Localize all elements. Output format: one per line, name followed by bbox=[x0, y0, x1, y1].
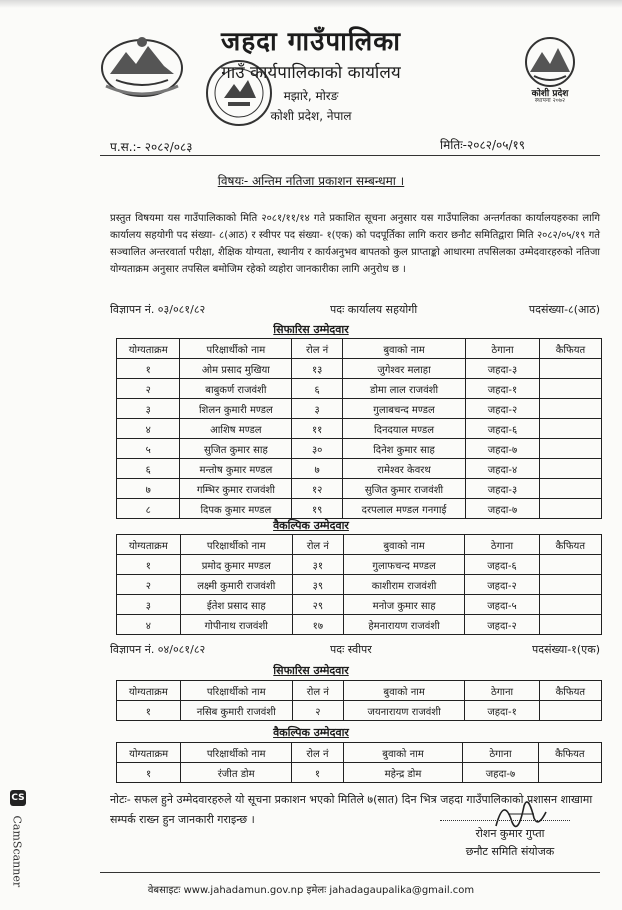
table-cell bbox=[539, 419, 601, 439]
table-cell: मन्तोष कुमार मण्डल bbox=[180, 459, 292, 479]
advert-number: विज्ञापन नं. ०३/०८१/८२ bbox=[110, 303, 206, 316]
advert-post: पदः कार्यालय सहयोगी bbox=[330, 303, 418, 316]
signature-line bbox=[440, 820, 570, 821]
advert-post-count: पदसंख्या-८(आठ) bbox=[528, 303, 600, 316]
table-cell: जहदा-१ bbox=[466, 379, 540, 399]
table-cell: जहदा-१ bbox=[465, 701, 539, 721]
table-cell: नसिब कुमारी राजवंशी bbox=[180, 701, 292, 721]
footer-divider bbox=[100, 872, 600, 873]
table-row bbox=[117, 763, 602, 783]
table-cell bbox=[539, 575, 601, 595]
table-cell: जहदा-३ bbox=[466, 479, 540, 499]
column-header: कैफियत bbox=[538, 743, 601, 763]
office-name: जहदा गाउँपालिका bbox=[221, 27, 401, 57]
section-title-recommended: सिफारिस उम्मेदवार bbox=[273, 664, 349, 677]
column-header: परिक्षार्थीको नाम bbox=[180, 681, 292, 701]
table-cell: २ bbox=[117, 379, 180, 399]
column-header: कैफियत bbox=[539, 535, 601, 555]
table-cell: ४ bbox=[117, 615, 181, 635]
column-header: परिक्षार्थीको नाम bbox=[180, 535, 292, 555]
table-cell: २ bbox=[117, 575, 181, 595]
table-cell: १ bbox=[117, 763, 181, 783]
table-cell: जहदा-७ bbox=[463, 763, 539, 783]
table-cell: गोपीनाथ राजवंशी bbox=[180, 615, 292, 635]
table-cell: गुलाबचन्द मण्डल bbox=[343, 399, 466, 419]
column-header: रोल नं bbox=[292, 339, 343, 359]
subject-line: विषयः- अन्तिम नतिजा प्रकाशन सम्बन्धमा । bbox=[217, 174, 405, 188]
table-cell: हेमनारायण राजवंशी bbox=[343, 615, 464, 635]
table-cell: १७ bbox=[292, 615, 343, 635]
advert-info-row bbox=[110, 642, 600, 658]
table-row bbox=[117, 399, 602, 419]
scan-edge bbox=[0, 0, 622, 8]
table-row bbox=[117, 379, 602, 399]
table-cell: २ bbox=[292, 701, 343, 721]
table-cell: काशीराम राजवंशी bbox=[343, 575, 464, 595]
table-cell: डोमा लाल राजवंशी bbox=[343, 379, 466, 399]
table-cell: रामेश्वर केवरथ bbox=[343, 459, 466, 479]
koshi-province-logo bbox=[520, 36, 580, 88]
table-cell: दिनेश कुमार साह bbox=[343, 439, 466, 459]
table-row bbox=[117, 615, 602, 635]
table-cell: १ bbox=[292, 763, 344, 783]
table-cell: जहदा-२ bbox=[465, 575, 539, 595]
table-row bbox=[117, 701, 602, 721]
table-row bbox=[117, 499, 602, 519]
table-row bbox=[117, 479, 602, 499]
column-header: रोल नं bbox=[292, 681, 343, 701]
table-cell bbox=[539, 359, 601, 379]
table-cell: शिलन कुमारी मण्डल bbox=[180, 399, 292, 419]
advert-post: पदः स्वीपर bbox=[330, 643, 372, 656]
header-divider bbox=[100, 155, 600, 156]
table-cell: जुगेश्वर मलाहा bbox=[343, 359, 466, 379]
table-cell bbox=[539, 439, 601, 459]
table-cell: जहदा-७ bbox=[466, 499, 540, 519]
table-cell bbox=[539, 595, 601, 615]
table-cell: ६ bbox=[292, 379, 343, 399]
table-cell: दिनदयाल मण्डल bbox=[343, 419, 466, 439]
table-cell bbox=[539, 399, 601, 419]
table-cell: १ bbox=[117, 555, 181, 575]
advert-number: विज्ञापन नं. ०४/०८१/८२ bbox=[110, 643, 206, 656]
table-cell: २९ bbox=[292, 595, 343, 615]
table-row bbox=[117, 439, 602, 459]
table-row bbox=[117, 359, 602, 379]
table-cell: आशिष मण्डल bbox=[180, 419, 292, 439]
column-header: बुवाको नाम bbox=[343, 681, 465, 701]
column-header: योग्यताक्रम bbox=[117, 339, 180, 359]
office-address: मझारे, मोरङ bbox=[283, 89, 339, 103]
table-recommended-1 bbox=[116, 338, 602, 519]
table-cell: जहदा-३ bbox=[466, 359, 540, 379]
right-logo-subtitle: स्थापना २०७२ bbox=[534, 97, 566, 104]
table-cell: ३० bbox=[292, 439, 343, 459]
column-header: रोल नं bbox=[292, 743, 344, 763]
column-header: रोल नं bbox=[292, 535, 343, 555]
table-cell: ३ bbox=[117, 595, 181, 615]
table-cell: ३९ bbox=[292, 575, 343, 595]
table-cell: प्रमोद कुमार मण्डल bbox=[180, 555, 292, 575]
column-header: ठेगाना bbox=[465, 681, 539, 701]
table-cell bbox=[539, 701, 601, 721]
table-cell: जहदा-५ bbox=[465, 595, 539, 615]
camscanner-icon: CS bbox=[10, 790, 26, 806]
camscanner-watermark bbox=[6, 790, 30, 890]
table-cell: ८ bbox=[117, 499, 180, 519]
table-cell: १ bbox=[117, 359, 180, 379]
table-cell bbox=[539, 479, 601, 499]
table-cell: दिपक कुमार मण्डल bbox=[180, 499, 292, 519]
table-cell bbox=[538, 763, 601, 783]
table-cell: ४ bbox=[117, 419, 180, 439]
advert-info-row bbox=[110, 302, 600, 318]
table-cell: लक्ष्मी कुमारी राजवंशी bbox=[180, 575, 292, 595]
column-header: ठेगाना bbox=[465, 535, 539, 555]
table-row bbox=[117, 459, 602, 479]
table-cell: गम्भिर कुमार राजवंशी bbox=[180, 479, 292, 499]
table-cell: ३ bbox=[117, 399, 180, 419]
body-paragraph: प्रस्तुत विषयमा यस गाउँपालिकाको मिति २०८१/११/१४ गते प्रकाशित सूचना अनुसार यस गाउँपालिका अन्तर्गतका कार्यालयहरुका लागि कार्यालय सहयोगी पद संख्या- ८(आठ) र स्वीपर पद संख्या- १(एक) को पदपूर्तिका लागि करार छनौट समितिद्वारा मिति २०८२/०५/१९ गते सञ्चालित अन्तरवार्ता परीक्षा, शैक्षिक योग्यता, स्थानीय र कार्यअनुभव बापतको कुल प्राप्ताङ्को आधारमा तपसिलका उम्मेदवारहरुको नतिजा योग्यताक्रम अनुसार तपसिल बमोजिम रहेको व्यहोरा जानकारीका लागि अनुरोध छ । bbox=[110, 213, 600, 275]
column-header: परिक्षार्थीको नाम bbox=[180, 339, 292, 359]
table-header-row bbox=[117, 681, 602, 701]
section-title-recommended: सिफारिस उम्मेदवार bbox=[273, 323, 349, 336]
column-header: बुवाको नाम bbox=[343, 339, 466, 359]
table-cell: महेन्द्र डोम bbox=[343, 763, 462, 783]
table-header-row bbox=[117, 339, 602, 359]
table-cell: ५ bbox=[117, 439, 180, 459]
table-header-row bbox=[117, 743, 602, 763]
table-cell: गुलाफचन्द मण्डल bbox=[343, 555, 464, 575]
table-cell bbox=[539, 459, 601, 479]
table-row bbox=[117, 555, 602, 575]
table-cell: ३१ bbox=[292, 555, 343, 575]
table-alternate-2 bbox=[116, 742, 602, 783]
table-cell: सुजित कुमार साह bbox=[180, 439, 292, 459]
table-cell: रंजीत डोम bbox=[181, 763, 292, 783]
table-cell: जहदा-६ bbox=[465, 555, 539, 575]
table-cell: ७ bbox=[117, 479, 180, 499]
table-recommended-2 bbox=[116, 680, 602, 721]
section-title-alternate: वैकल्पिक उम्मेदवार bbox=[273, 519, 349, 532]
column-header: बुवाको नाम bbox=[343, 743, 462, 763]
table-cell: १२ bbox=[292, 479, 343, 499]
table-cell: ६ bbox=[117, 459, 180, 479]
reference-number: प.स.:- २०८२/०८३ bbox=[110, 140, 193, 154]
table-cell: जहदा-६ bbox=[466, 419, 540, 439]
table-cell bbox=[539, 499, 601, 519]
table-cell: १९ bbox=[292, 499, 343, 519]
column-header: योग्यताक्रम bbox=[117, 681, 181, 701]
table-cell: मनोज कुमार साह bbox=[343, 595, 464, 615]
office-subtitle: गाउँ कार्यपालिकाको कार्यालय bbox=[221, 63, 401, 83]
column-header: ठेगाना bbox=[463, 743, 539, 763]
letter-date: मितिः-२०८२/०५/१९ bbox=[440, 138, 525, 152]
column-header: कैफियत bbox=[539, 339, 601, 359]
table-cell: बाबुकर्ण राजवंशी bbox=[180, 379, 292, 399]
table-cell: ईतेश प्रसाद साह bbox=[180, 595, 292, 615]
table-row bbox=[117, 595, 602, 615]
column-header: परिक्षार्थीको नाम bbox=[181, 743, 292, 763]
table-cell bbox=[539, 615, 601, 635]
table-cell bbox=[539, 379, 601, 399]
column-header: ठेगाना bbox=[466, 339, 540, 359]
table-cell: जहदा-२ bbox=[465, 615, 539, 635]
advert-post-count: पदसंख्या-१(एक) bbox=[532, 643, 600, 656]
section-title-alternate: वैकल्पिक उम्मेदवार bbox=[273, 726, 349, 739]
column-header: बुवाको नाम bbox=[343, 535, 464, 555]
table-cell: ओम प्रसाद मुखिया bbox=[180, 359, 292, 379]
table-cell: दरपलाल मण्डल गनगाई bbox=[343, 499, 466, 519]
table-row bbox=[117, 575, 602, 595]
footer-contact: वेबसाइटः www.jahadamun.gov.np इमेलः jahadagaupalika@gmail.com bbox=[147, 885, 475, 896]
table-cell: ३ bbox=[292, 399, 343, 419]
notice-note: नोटः- सफल हुने उम्मेदवारहरुले यो सूचना प्रकाशन भएको मितिले ७(सात) दिन भित्र जहदा गाउँपालिकाको प्रशासन शाखामा सम्पर्क राख्न हुन जानकारी गराइन्छ । bbox=[110, 793, 593, 826]
table-header-row bbox=[117, 535, 602, 555]
table-cell: जहदा-७ bbox=[466, 439, 540, 459]
right-logo-title: कोशी प्रदेश bbox=[531, 89, 569, 99]
table-cell: ७ bbox=[292, 459, 343, 479]
table-cell: ११ bbox=[292, 419, 343, 439]
table-cell: १३ bbox=[292, 359, 343, 379]
table-cell: जयनारायण राजवंशी bbox=[343, 701, 465, 721]
table-alternate-1 bbox=[116, 534, 602, 635]
table-cell: जहदा-४ bbox=[466, 459, 540, 479]
column-header: योग्यताक्रम bbox=[117, 535, 181, 555]
table-cell: १ bbox=[117, 701, 181, 721]
table-row bbox=[117, 419, 602, 439]
table-cell: सुजित कुमार राजवंशी bbox=[343, 479, 466, 499]
camscanner-text: CamScanner bbox=[10, 815, 24, 888]
table-cell: जहदा-२ bbox=[466, 399, 540, 419]
table-cell bbox=[539, 555, 601, 575]
office-province: कोशी प्रदेश, नेपाल bbox=[270, 109, 352, 123]
column-header: योग्यताक्रम bbox=[117, 743, 181, 763]
signatory-name: रोशन कुमार गुप्ता bbox=[475, 827, 545, 840]
column-header: कैफियत bbox=[539, 681, 601, 701]
signatory-role: छनौट समिति संयोजक bbox=[465, 845, 555, 858]
